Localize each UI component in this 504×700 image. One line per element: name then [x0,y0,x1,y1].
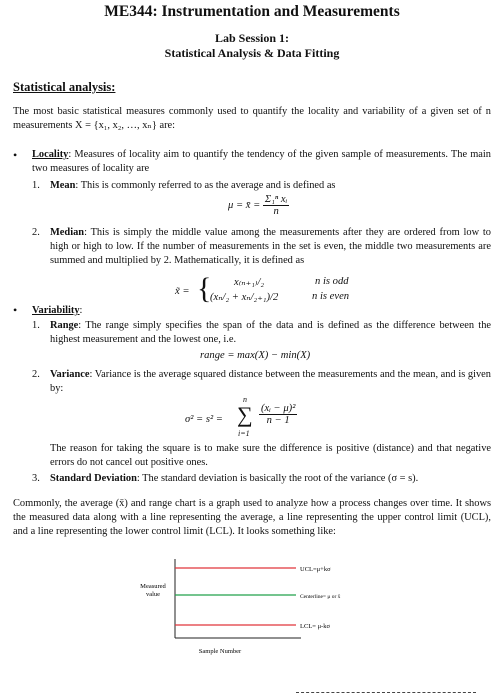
median-case1-cond: n is odd [315,276,349,287]
ucl-label: UCL=μ+kσ [300,566,331,573]
median-text: : This is simply the middle value among the measurements after they are ordered from low to high or high to low. If the number of measurements in the set is even, the middle two measurements are summed and multiplied by 2. Mathematically, it is defined as [50,227,491,266]
closing-paragraph: Commonly, the average (x̄) and range chart is a graph used to analyze how a process changes over time. It shows the measured data along with a line representing the average, a line representing the upper control limit (UCL), and a line representing the lower control limit (LCL). It looks something like: [13,498,491,537]
mean-eq-numerator: Σ₁ⁿ xᵢ [264,194,288,205]
std-number: 3. [32,473,40,484]
mean-eq-denominator: n [273,206,279,217]
std-label: Standard Deviation [50,473,137,484]
sum-upper: n [243,395,247,404]
mean-fraction [263,194,289,217]
variability-label: Variability [32,305,80,316]
chart-ylabel-2: value [145,591,161,598]
footer-rule [296,692,476,696]
sum-lower: i=1 [238,429,250,438]
median-case2: (xₙ/₂ + xₙ/₂₊₁)/2 [210,292,279,303]
median-label: Median [50,227,85,238]
variance-number: 2. [32,369,40,380]
locality-label: Locality [32,149,69,160]
mean-paragraph [50,179,491,193]
variance-equation [185,397,385,441]
mean-number: 1. [32,180,40,191]
locality-text: : Measures of locality aim to quantify the tendency of the given sample of measurements. The main two measures of locality are [32,149,491,174]
control-chart [0,555,504,665]
page-title: ME344: Instrumentation and Measurements [104,3,400,20]
square-reason: The reason for taking the square is to make sure the difference is positive (distance) and that negative errors do not cancel out positive ones. [50,443,491,468]
median-number: 2. [32,227,40,238]
std-paragraph [50,472,491,486]
lab-session: Lab Session 1: [214,31,290,45]
mean-eq-lhs: μ = x̄ = [228,199,261,211]
median-paragraph [50,226,491,268]
variance-lhs: σ² = s² = [185,414,223,425]
range-paragraph [50,319,491,347]
range-text: : The range simply specifies the span of the data and is defined as the difference between the highest measurement and the lowest one, i.e. [50,320,491,345]
chart-ylabel-1: Measured [140,583,166,590]
mean-text: : This is commonly referred to as the average and is defined as [75,180,336,191]
locality-paragraph [32,148,491,176]
variance-label: Variance [50,369,90,380]
variance-fraction [259,403,297,426]
brace-icon: { [197,272,212,305]
bullet-icon: • [13,148,18,162]
section-heading: Statistical analysis: [13,80,116,94]
range-label: Range [50,320,79,331]
lab-subtitle: Statistical Analysis & Data Fitting [164,46,340,60]
variability-heading [32,304,82,318]
variance-denominator: n − 1 [266,415,290,426]
variance-text: : Variance is the average squared distance between the measurements and the mean, and is given by: [50,369,491,394]
chart-xlabel: Sample Number [198,648,242,655]
median-lhs: x̃ = [175,286,190,297]
mean-equation [228,194,289,217]
mean-label: Mean [50,180,76,191]
median-case1: x₍ₙ₊₁₎/₂ [234,277,265,288]
median-case2-cond: n is even [312,291,350,302]
range-number: 1. [32,320,40,331]
intro-paragraph: The most basic statistical measures commonly used to quantify the locality and variability of a given set of n measurements X = {x₁, x₂, …, xₙ} are: [13,106,491,131]
centerline-label: Centerline= μ or x̄ [300,594,341,600]
range-equation: range = max(X) − min(X) [200,350,311,361]
variance-numerator: (xᵢ − μ)² [261,403,296,414]
variability-colon: : [79,305,83,316]
std-text: : The standard deviation is basically the root of the variance (σ = s). [136,473,419,484]
variance-paragraph [50,368,491,396]
bullet-icon: • [13,303,18,317]
lcl-label: LCL= μ-kσ [300,623,330,630]
sum-icon: ∑ [237,402,253,427]
